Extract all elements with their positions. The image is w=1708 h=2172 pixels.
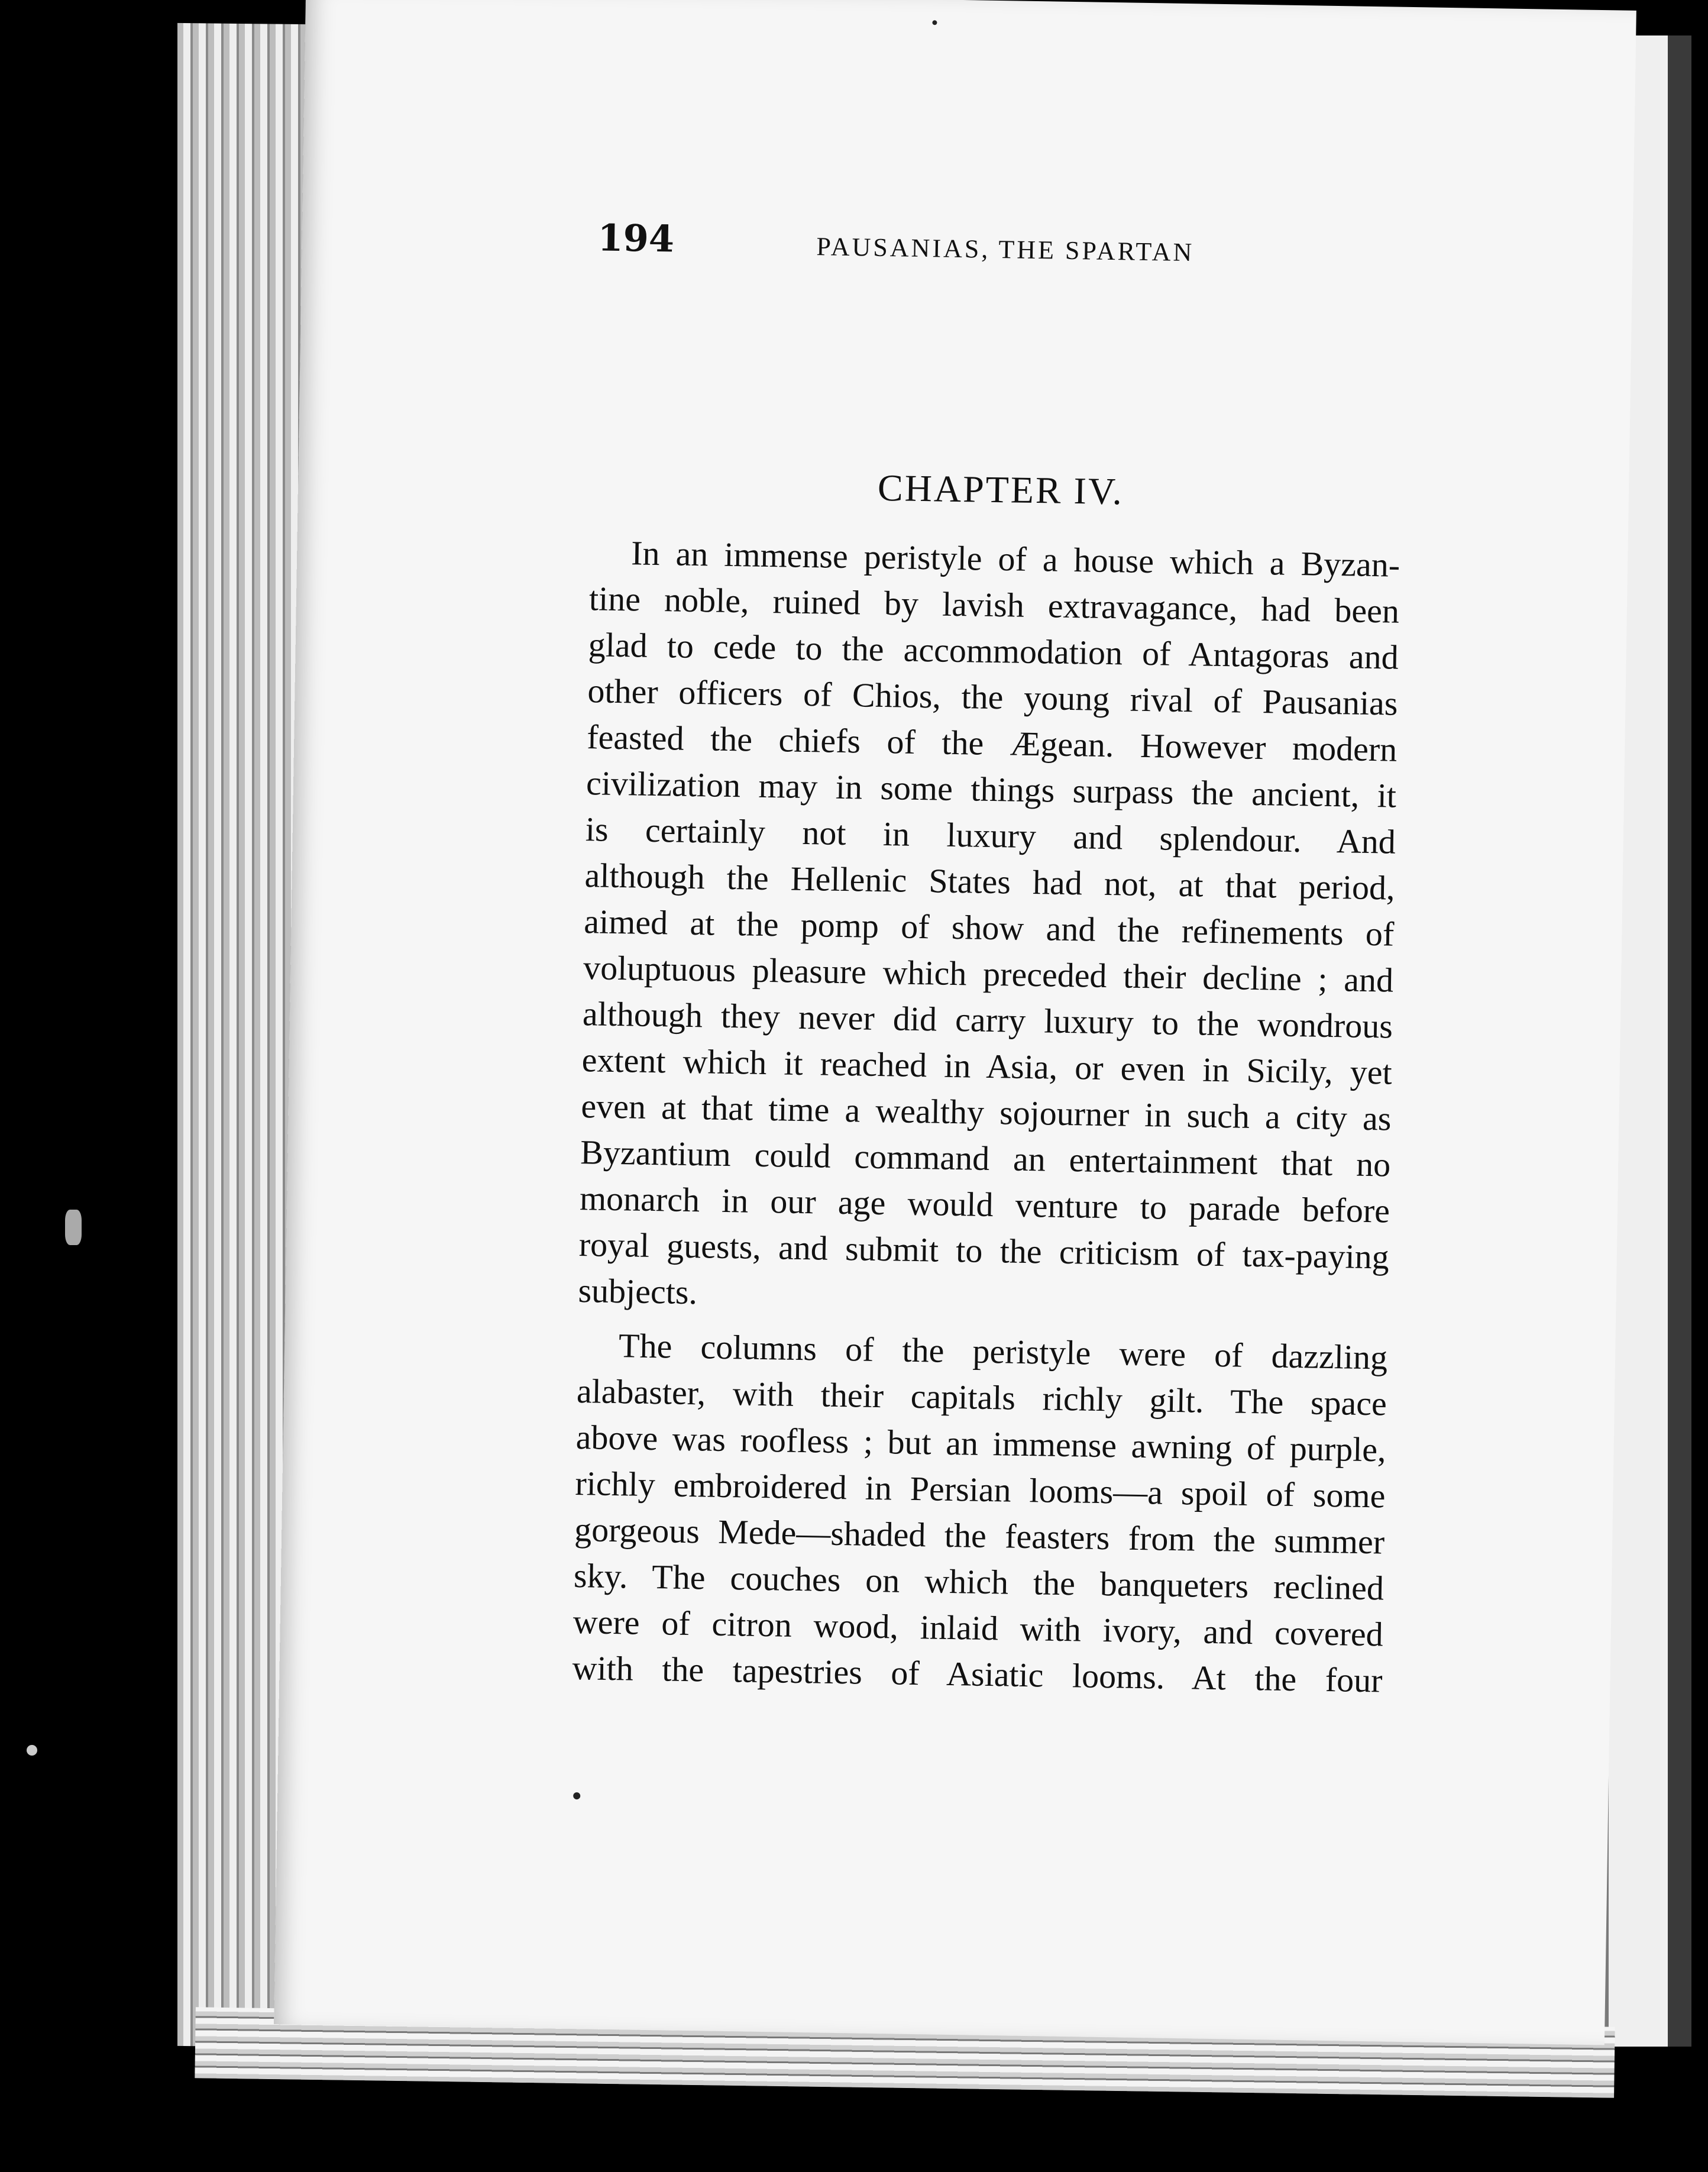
text-line: In an immense peristyle of a house which a Byzan-: [630, 534, 1400, 584]
text-line: were of citron wood, inlaid with ivory, and covered: [572, 1602, 1384, 1654]
ink-speck: [27, 1745, 37, 1756]
body-text: [530, 529, 1400, 1704]
text-line: even at that time a wealthy sojourner in such a city as: [581, 1087, 1392, 1138]
chapter-heading: CHAPTER IV.: [877, 466, 1124, 513]
text-line: with the tapestries of Asiatic looms. At the four: [572, 1648, 1383, 1700]
text-line: alabaster, with their capitals richly gilt. The space: [576, 1372, 1387, 1423]
text-line: glad to cede to the accommodation of Antagoras and: [588, 625, 1399, 677]
page-number: 194: [597, 216, 675, 261]
text-line: monarch in our age would venture to parade before: [579, 1179, 1390, 1230]
paragraph-2: [530, 1321, 1388, 1704]
ink-speck: [65, 1210, 82, 1245]
text-line: above was roofless ; but an immense awning of purple,: [575, 1418, 1387, 1469]
text-line: sky. The couches on which the banqueters reclined: [573, 1556, 1384, 1608]
text-line: feasted the chiefs of the Ægean. However modern: [586, 717, 1398, 769]
text-line: is certainly not in luxury and splendour. And: [585, 810, 1396, 861]
text-line: other officers of Chios, the young rival of Pausanias: [587, 671, 1398, 723]
text-line: tine noble, ruined by lavish extravagance, had been: [588, 579, 1400, 631]
text-line: richly embroidered in Persian looms—a spoil of some: [575, 1464, 1386, 1515]
text-line: The columns of the peristyle were of dazzling: [618, 1326, 1388, 1377]
text-line: aimed at the pomp of show and the refinements of: [583, 902, 1395, 954]
text-line: voluptuous pleasure which preceded their decline ; and: [583, 948, 1394, 1000]
text-line: although the Hellenic States had not, at that period,: [584, 856, 1396, 907]
paragraph-1: [536, 529, 1400, 1326]
ink-speck: [932, 20, 937, 25]
text-line: gorgeous Mede—shaded the feasters from the summer: [574, 1510, 1385, 1562]
text-line: civilization may in some things surpass the ancient, it: [585, 764, 1397, 815]
ink-speck: [573, 1792, 580, 1799]
running-title: PAUSANIAS, THE SPARTAN: [816, 232, 1195, 267]
text-line: royal guests, and submit to the criticism of tax-paying: [578, 1225, 1390, 1276]
book-page: [274, 0, 1636, 2045]
text-line: Byzantium could command an entertainment that no: [580, 1133, 1391, 1184]
text-line: subjects.: [578, 1271, 698, 1312]
text-line: extent which it reached in Asia, or even in Sicily, yet: [581, 1040, 1393, 1092]
text-line: although they never did carry luxury to the wondrous: [582, 994, 1393, 1046]
